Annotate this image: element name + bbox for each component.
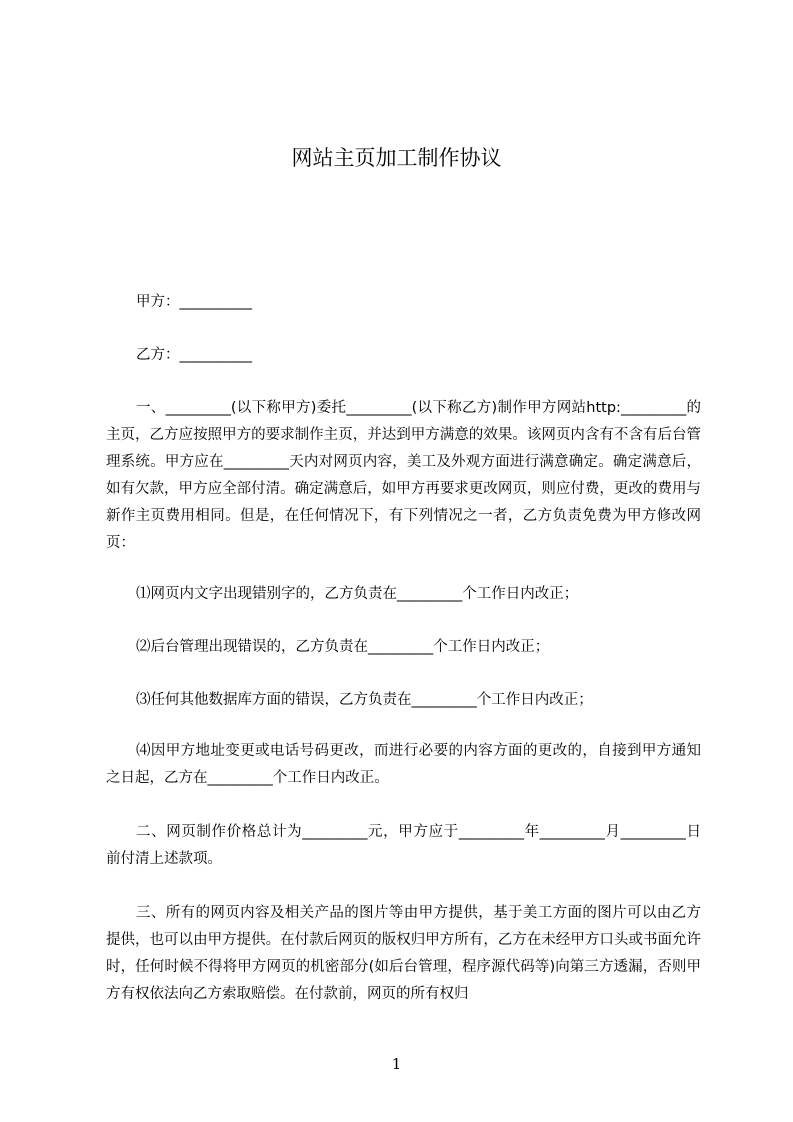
page-number: 1 (391, 1055, 402, 1073)
document-title: 网站主页加工制作协议 (291, 146, 502, 170)
clause-1-item-2: ⑵后台管理出现错误的，乙方负责在_________个工作日内改正； (136, 639, 550, 655)
clause-1-item-4: ⑷因甲方地址变更或电话号码更改，而进行必要的内容方面的更改的，自接到甲方通知之日起，乙方在_________个工作日内改正。 (106, 743, 701, 786)
clause-2-paragraph: 二、网页制作价格总计为_________元，甲方应于_________年_________月_________日前付清上述款项。 (106, 824, 701, 867)
clause-1-item-3: ⑶任何其他数据库方面的错误，乙方负责在_________个工作日内改正； (136, 692, 593, 708)
clause-1-item-1: ⑴网页内文字出现错别字的，乙方负责在_________个工作日内改正； (136, 586, 579, 602)
clause-1-paragraph: 一、_________(以下称甲方)委托_________(以下称乙方)制作甲方网站http:_________的主页，乙方应按照甲方的要求制作主页，并达到甲方满意的效果。该网页内含有不含有后台管理系统。甲方应在_________天内对网页内容，美工及外观方面进行满意确定。确定满意后，如有欠款，甲方应全部付清。确定满意后，如甲方再要求更改网页，则应付费，更改的费用与新作主页费用相同。但是，在任何情况下，有下列情况之一者，乙方负责免费为甲方修改网页： (106, 400, 701, 551)
party-a-line: 甲方：__________ (136, 294, 252, 310)
clause-3-paragraph: 三、所有的网页内容及相关产品的图片等由甲方提供，基于美工方面的图片可以由乙方提供，也可以由甲方提供。在付款后网页的版权归甲方所有，乙方在未经甲方口头或书面允许时，任何时候不得将甲方网页的机密部分(如后台管理，程序源代码等)向第三方透漏，否则甲方有权依法向乙方索取赔偿。在付款前，网页的所有权归 (106, 905, 701, 1002)
party-b-line: 乙方：__________ (136, 347, 252, 363)
